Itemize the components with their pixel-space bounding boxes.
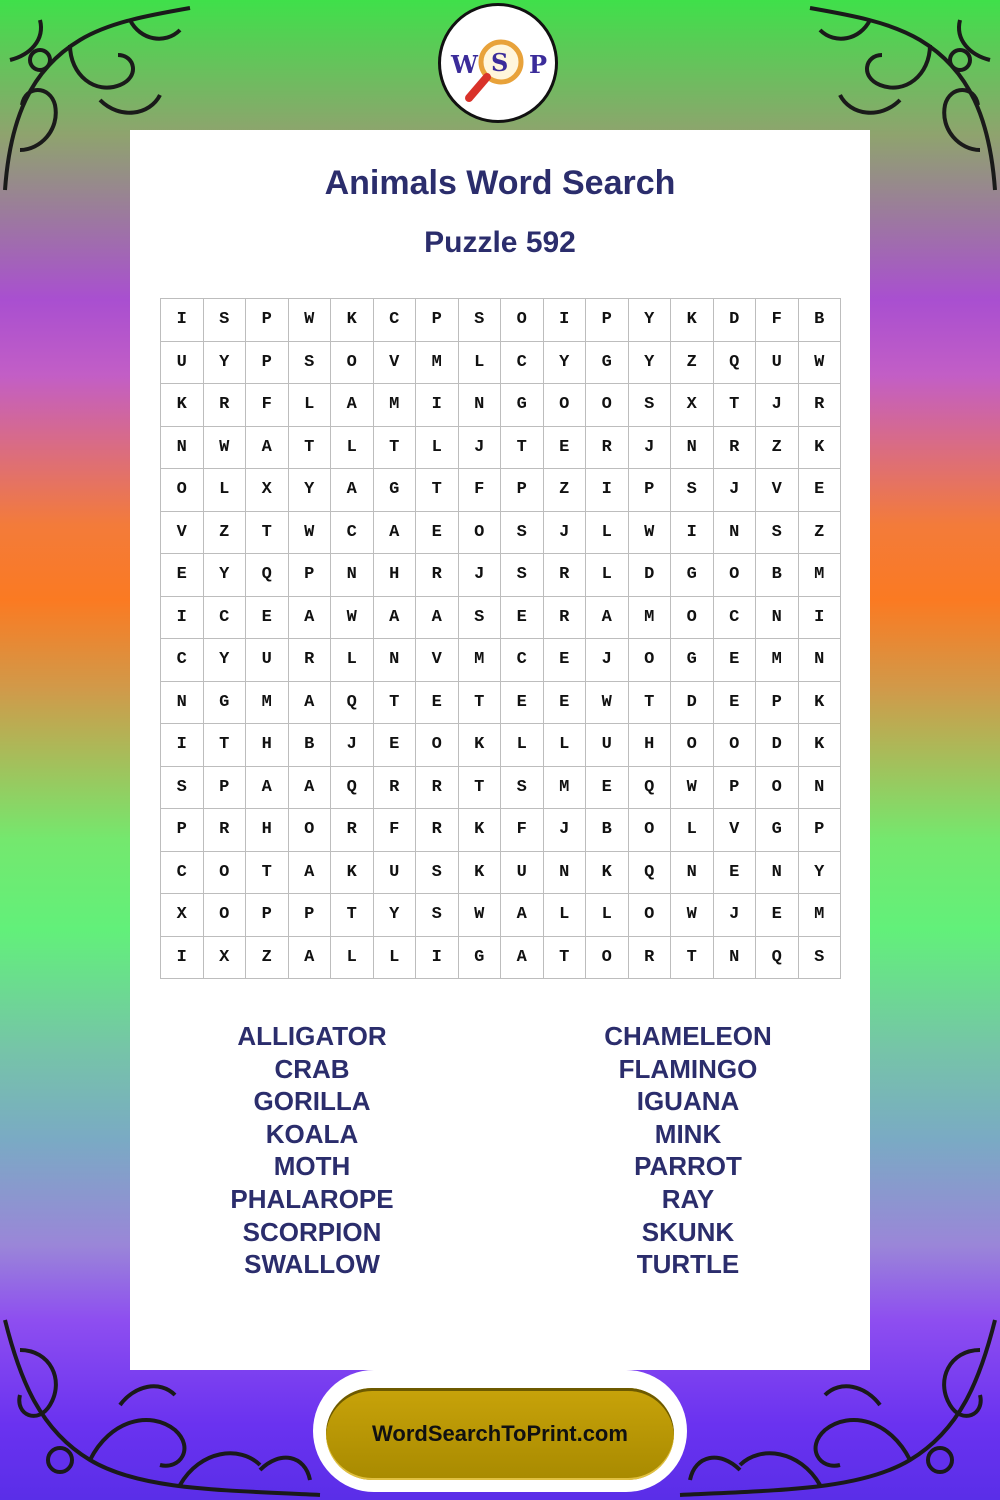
grid-cell[interactable]: I <box>161 597 204 640</box>
grid-cell[interactable]: J <box>714 894 757 937</box>
grid-cell[interactable]: K <box>586 852 629 895</box>
grid-cell[interactable]: S <box>501 554 544 597</box>
grid-cell[interactable]: E <box>799 469 842 512</box>
grid-cell[interactable]: F <box>374 809 417 852</box>
grid-cell[interactable]: O <box>331 342 374 385</box>
grid-cell[interactable]: K <box>331 852 374 895</box>
grid-cell[interactable]: P <box>161 809 204 852</box>
grid-cell[interactable]: L <box>416 427 459 470</box>
grid-cell[interactable]: E <box>544 427 587 470</box>
grid-cell[interactable]: W <box>799 342 842 385</box>
grid-cell[interactable]: J <box>459 427 502 470</box>
grid-cell[interactable]: P <box>629 469 672 512</box>
grid-cell[interactable]: U <box>246 639 289 682</box>
grid-cell[interactable]: U <box>501 852 544 895</box>
grid-cell[interactable]: S <box>416 894 459 937</box>
word-item: MINK <box>654 1118 722 1149</box>
grid-cell[interactable]: J <box>756 384 799 427</box>
grid-cell[interactable]: P <box>501 469 544 512</box>
grid-cell[interactable]: R <box>799 384 842 427</box>
grid-cell[interactable]: S <box>671 469 714 512</box>
grid-cell[interactable]: S <box>416 852 459 895</box>
grid-cell[interactable]: H <box>246 809 289 852</box>
grid-cell[interactable]: P <box>204 767 247 810</box>
grid-cell[interactable]: R <box>544 554 587 597</box>
grid-cell[interactable]: T <box>459 682 502 725</box>
page-title: Animals Word Search <box>324 164 676 202</box>
grid-cell[interactable]: C <box>161 852 204 895</box>
grid-cell[interactable]: B <box>799 299 842 342</box>
grid-cell[interactable]: Y <box>204 554 247 597</box>
grid-cell[interactable]: F <box>756 299 799 342</box>
grid-cell[interactable]: L <box>544 724 587 767</box>
grid-cell[interactable]: T <box>246 852 289 895</box>
grid-cell[interactable]: K <box>671 299 714 342</box>
grid-cell[interactable]: P <box>289 894 332 937</box>
grid-cell[interactable]: T <box>501 427 544 470</box>
grid-cell[interactable]: I <box>586 469 629 512</box>
grid-cell[interactable]: N <box>714 937 757 980</box>
grid-cell[interactable]: G <box>374 469 417 512</box>
grid-cell[interactable]: O <box>161 469 204 512</box>
grid-cell[interactable]: N <box>544 852 587 895</box>
grid-cell[interactable]: P <box>799 809 842 852</box>
grid-cell[interactable]: X <box>246 469 289 512</box>
grid-cell[interactable]: Z <box>671 342 714 385</box>
grid-cell[interactable]: U <box>374 852 417 895</box>
grid-cell[interactable]: A <box>246 767 289 810</box>
grid-cell[interactable]: D <box>671 682 714 725</box>
grid-cell[interactable]: R <box>204 384 247 427</box>
grid-cell[interactable]: L <box>586 554 629 597</box>
grid-cell[interactable]: E <box>501 597 544 640</box>
letter-grid <box>160 298 841 979</box>
grid-cell[interactable]: J <box>714 469 757 512</box>
grid-cell[interactable]: O <box>544 384 587 427</box>
grid-cell[interactable]: S <box>161 767 204 810</box>
grid-cell[interactable]: S <box>756 512 799 555</box>
grid-cell[interactable]: E <box>714 639 757 682</box>
grid-cell[interactable]: H <box>246 724 289 767</box>
grid-cell[interactable]: Y <box>374 894 417 937</box>
grid-cell[interactable]: A <box>374 597 417 640</box>
grid-cell[interactable]: Y <box>204 639 247 682</box>
grid-cell[interactable]: T <box>714 384 757 427</box>
grid-cell[interactable]: L <box>671 809 714 852</box>
grid-cell[interactable]: I <box>416 384 459 427</box>
grid-cell[interactable]: Z <box>246 937 289 980</box>
grid-cell[interactable]: T <box>374 427 417 470</box>
grid-cell[interactable]: D <box>714 299 757 342</box>
grid-cell[interactable]: P <box>246 299 289 342</box>
grid-cell[interactable]: C <box>331 512 374 555</box>
grid-cell[interactable]: K <box>799 682 842 725</box>
puzzle-panel <box>130 130 870 1370</box>
grid-cell[interactable]: V <box>714 809 757 852</box>
grid-cell[interactable]: G <box>756 809 799 852</box>
grid-cell[interactable]: G <box>671 639 714 682</box>
grid-cell[interactable]: O <box>204 852 247 895</box>
grid-cell[interactable]: L <box>501 724 544 767</box>
grid-cell[interactable]: K <box>459 852 502 895</box>
grid-cell[interactable]: F <box>246 384 289 427</box>
grid-cell[interactable]: T <box>671 937 714 980</box>
grid-cell[interactable]: I <box>161 937 204 980</box>
site-logo[interactable] <box>438 3 558 123</box>
grid-cell[interactable]: A <box>289 852 332 895</box>
grid-cell[interactable]: K <box>799 724 842 767</box>
grid-cell[interactable]: M <box>756 639 799 682</box>
grid-cell[interactable]: O <box>629 639 672 682</box>
grid-cell[interactable]: D <box>629 554 672 597</box>
grid-cell[interactable]: G <box>204 682 247 725</box>
grid-cell[interactable]: Q <box>331 682 374 725</box>
grid-cell[interactable]: O <box>714 554 757 597</box>
grid-cell[interactable]: N <box>756 597 799 640</box>
grid-cell[interactable]: O <box>629 894 672 937</box>
grid-cell[interactable]: A <box>586 597 629 640</box>
grid-cell[interactable]: O <box>629 809 672 852</box>
grid-cell[interactable]: S <box>459 597 502 640</box>
grid-cell[interactable]: V <box>161 512 204 555</box>
grid-cell[interactable]: E <box>714 852 757 895</box>
grid-cell[interactable]: N <box>799 767 842 810</box>
grid-cell[interactable]: L <box>586 894 629 937</box>
grid-cell[interactable]: E <box>544 639 587 682</box>
grid-cell[interactable]: S <box>501 767 544 810</box>
grid-cell[interactable]: G <box>671 554 714 597</box>
grid-cell[interactable]: E <box>714 682 757 725</box>
grid-cell[interactable]: N <box>161 682 204 725</box>
grid-cell[interactable]: I <box>416 937 459 980</box>
grid-cell[interactable]: E <box>161 554 204 597</box>
grid-cell[interactable]: G <box>586 342 629 385</box>
grid-cell[interactable]: W <box>289 299 332 342</box>
grid-cell[interactable]: R <box>331 809 374 852</box>
word-item: IGUANA <box>636 1086 740 1117</box>
grid-cell[interactable]: W <box>289 512 332 555</box>
grid-cell[interactable]: V <box>756 469 799 512</box>
grid-cell[interactable]: O <box>459 512 502 555</box>
grid-cell[interactable]: Q <box>331 767 374 810</box>
grid-cell[interactable]: Q <box>629 767 672 810</box>
word-item: GORILLA <box>253 1086 371 1117</box>
grid-cell[interactable]: T <box>289 427 332 470</box>
grid-cell[interactable]: L <box>544 894 587 937</box>
grid-cell[interactable]: K <box>331 299 374 342</box>
grid-cell[interactable]: J <box>331 724 374 767</box>
word-item: KOALA <box>265 1118 359 1149</box>
grid-cell[interactable]: T <box>416 469 459 512</box>
grid-cell[interactable]: N <box>671 852 714 895</box>
grid-cell[interactable]: J <box>544 512 587 555</box>
grid-cell[interactable]: S <box>289 342 332 385</box>
logo-letter-w: W <box>451 50 478 79</box>
grid-cell[interactable]: P <box>586 299 629 342</box>
word-item: PHALAROPE <box>230 1183 394 1214</box>
grid-cell[interactable]: T <box>331 894 374 937</box>
grid-cell[interactable]: O <box>756 767 799 810</box>
grid-cell[interactable]: M <box>416 342 459 385</box>
grid-cell[interactable]: O <box>501 299 544 342</box>
word-item: FLAMINGO <box>618 1053 758 1084</box>
grid-cell[interactable]: R <box>629 937 672 980</box>
grid-cell[interactable]: C <box>204 597 247 640</box>
grid-cell[interactable]: N <box>161 427 204 470</box>
grid-cell[interactable]: Y <box>544 342 587 385</box>
grid-cell[interactable]: R <box>416 809 459 852</box>
grid-cell[interactable]: A <box>246 427 289 470</box>
puzzle-number: Puzzle 592 <box>424 226 576 259</box>
grid-cell[interactable]: A <box>501 894 544 937</box>
grid-cell[interactable]: M <box>374 384 417 427</box>
grid-cell[interactable]: A <box>289 682 332 725</box>
grid-cell[interactable]: R <box>204 809 247 852</box>
grid-cell[interactable]: L <box>459 342 502 385</box>
grid-cell[interactable]: R <box>416 554 459 597</box>
word-item: CHAMELEON <box>604 1021 772 1051</box>
grid-cell[interactable]: N <box>714 512 757 555</box>
grid-cell[interactable]: Z <box>204 512 247 555</box>
word-item: TURTLE <box>636 1249 740 1280</box>
grid-cell[interactable]: O <box>204 894 247 937</box>
word-item: SWALLOW <box>244 1249 380 1280</box>
word-item: MOTH <box>273 1151 351 1182</box>
grid-cell[interactable]: G <box>501 384 544 427</box>
grid-cell[interactable]: J <box>629 427 672 470</box>
grid-cell[interactable]: P <box>714 767 757 810</box>
grid-cell[interactable]: L <box>204 469 247 512</box>
grid-cell[interactable]: R <box>586 427 629 470</box>
grid-cell[interactable]: W <box>671 894 714 937</box>
grid-cell[interactable]: I <box>671 512 714 555</box>
grid-cell[interactable]: B <box>586 809 629 852</box>
grid-cell[interactable]: C <box>374 299 417 342</box>
grid-cell[interactable]: O <box>416 724 459 767</box>
grid-cell[interactable]: Q <box>714 342 757 385</box>
grid-cell[interactable]: E <box>374 724 417 767</box>
website-button[interactable] <box>326 1388 674 1480</box>
grid-cell[interactable]: T <box>246 512 289 555</box>
grid-cell[interactable]: S <box>204 299 247 342</box>
grid-cell[interactable]: V <box>374 342 417 385</box>
grid-cell[interactable]: O <box>586 384 629 427</box>
grid-cell[interactable]: Q <box>629 852 672 895</box>
grid-cell[interactable]: W <box>204 427 247 470</box>
grid-cell[interactable]: M <box>799 554 842 597</box>
word-item: SKUNK <box>641 1216 735 1247</box>
grid-cell[interactable]: R <box>289 639 332 682</box>
word-item: PARROT <box>634 1151 742 1182</box>
grid-cell[interactable]: Y <box>289 469 332 512</box>
word-item: SCORPION <box>242 1216 382 1247</box>
grid-cell[interactable]: C <box>501 639 544 682</box>
grid-cell[interactable]: Y <box>629 299 672 342</box>
grid-cell[interactable]: N <box>331 554 374 597</box>
grid-cell[interactable]: M <box>459 639 502 682</box>
grid-cell[interactable]: W <box>459 894 502 937</box>
grid-cell[interactable]: K <box>459 724 502 767</box>
grid-cell[interactable]: N <box>756 852 799 895</box>
grid-cell[interactable]: S <box>629 384 672 427</box>
grid-cell[interactable]: O <box>671 724 714 767</box>
grid-cell[interactable]: R <box>714 427 757 470</box>
grid-cell[interactable]: A <box>501 937 544 980</box>
grid-cell[interactable]: A <box>331 469 374 512</box>
grid-cell[interactable]: D <box>756 724 799 767</box>
grid-cell[interactable]: T <box>459 767 502 810</box>
grid-cell[interactable]: A <box>289 767 332 810</box>
grid-cell[interactable]: H <box>629 724 672 767</box>
grid-cell[interactable]: E <box>586 767 629 810</box>
grid-cell[interactable]: J <box>586 639 629 682</box>
grid-cell[interactable]: M <box>246 682 289 725</box>
grid-cell[interactable]: T <box>374 682 417 725</box>
grid-cell[interactable]: Z <box>756 427 799 470</box>
grid-cell[interactable]: A <box>374 512 417 555</box>
grid-cell[interactable]: P <box>756 682 799 725</box>
grid-cell[interactable]: I <box>544 299 587 342</box>
grid-cell[interactable]: E <box>416 512 459 555</box>
grid-cell[interactable]: S <box>799 937 842 980</box>
grid-cell[interactable]: S <box>501 512 544 555</box>
grid-cell[interactable]: C <box>501 342 544 385</box>
grid-cell[interactable]: U <box>756 342 799 385</box>
grid-cell[interactable]: E <box>416 682 459 725</box>
grid-cell[interactable]: V <box>416 639 459 682</box>
grid-cell[interactable]: J <box>544 809 587 852</box>
grid-cell[interactable]: E <box>501 682 544 725</box>
grid-cell[interactable]: F <box>501 809 544 852</box>
website-label: WordSearchToPrint.com <box>372 1421 628 1446</box>
grid-cell[interactable]: N <box>374 639 417 682</box>
grid-cell[interactable]: M <box>799 894 842 937</box>
grid-cell[interactable]: U <box>161 342 204 385</box>
grid-cell[interactable]: E <box>246 597 289 640</box>
grid-cell[interactable]: Y <box>799 852 842 895</box>
grid-cell[interactable]: E <box>756 894 799 937</box>
grid-cell[interactable]: B <box>289 724 332 767</box>
word-item: CRAB <box>274 1053 350 1084</box>
grid-cell[interactable]: T <box>204 724 247 767</box>
grid-cell[interactable]: B <box>756 554 799 597</box>
grid-cell[interactable]: A <box>416 597 459 640</box>
grid-cell[interactable]: E <box>544 682 587 725</box>
grid-cell[interactable]: R <box>374 767 417 810</box>
grid-cell[interactable]: P <box>246 342 289 385</box>
grid-cell[interactable]: M <box>629 597 672 640</box>
grid-cell[interactable]: K <box>161 384 204 427</box>
grid-cell[interactable]: L <box>331 427 374 470</box>
word-list-left <box>172 1020 452 1281</box>
grid-cell[interactable]: W <box>671 767 714 810</box>
grid-cell[interactable]: Y <box>204 342 247 385</box>
word-list-right <box>548 1020 828 1281</box>
grid-cell[interactable]: W <box>331 597 374 640</box>
grid-cell[interactable]: P <box>246 894 289 937</box>
grid-cell[interactable]: W <box>586 682 629 725</box>
grid-cell[interactable]: L <box>331 937 374 980</box>
grid-cell[interactable]: N <box>799 639 842 682</box>
grid-cell[interactable]: S <box>459 299 502 342</box>
grid-cell[interactable]: G <box>459 937 502 980</box>
grid-cell[interactable]: Z <box>799 512 842 555</box>
grid-cell[interactable]: X <box>161 894 204 937</box>
grid-cell[interactable]: R <box>544 597 587 640</box>
grid-cell[interactable]: Q <box>246 554 289 597</box>
grid-cell[interactable]: T <box>544 937 587 980</box>
grid-cell[interactable]: Y <box>629 342 672 385</box>
grid-cell[interactable]: J <box>459 554 502 597</box>
grid-cell[interactable]: P <box>416 299 459 342</box>
grid-cell[interactable]: A <box>331 384 374 427</box>
grid-cell[interactable]: L <box>586 512 629 555</box>
grid-cell[interactable]: P <box>289 554 332 597</box>
grid-cell[interactable]: O <box>586 937 629 980</box>
logo-letter-p: P <box>529 50 548 79</box>
grid-cell[interactable]: I <box>161 299 204 342</box>
grid-cell[interactable]: R <box>416 767 459 810</box>
grid-cell[interactable]: O <box>714 724 757 767</box>
grid-cell[interactable]: C <box>161 639 204 682</box>
grid-cell[interactable]: A <box>289 937 332 980</box>
grid-cell[interactable]: Q <box>756 937 799 980</box>
grid-cell[interactable]: H <box>374 554 417 597</box>
logo-letter-s: S <box>491 48 509 77</box>
grid-cell[interactable]: M <box>544 767 587 810</box>
word-item: ALLIGATOR <box>237 1021 387 1051</box>
grid-cell[interactable]: K <box>799 427 842 470</box>
grid-cell[interactable]: K <box>459 809 502 852</box>
grid-cell[interactable]: L <box>289 384 332 427</box>
grid-cell[interactable]: L <box>331 639 374 682</box>
grid-cell[interactable]: F <box>459 469 502 512</box>
grid-cell[interactable]: O <box>289 809 332 852</box>
grid-cell[interactable]: I <box>161 724 204 767</box>
word-item: RAY <box>661 1183 715 1214</box>
grid-cell[interactable]: N <box>459 384 502 427</box>
grid-cell[interactable]: N <box>671 427 714 470</box>
grid-cell[interactable]: A <box>289 597 332 640</box>
grid-cell[interactable]: T <box>629 682 672 725</box>
grid-cell[interactable]: O <box>671 597 714 640</box>
grid-cell[interactable]: U <box>586 724 629 767</box>
grid-cell[interactable]: Z <box>544 469 587 512</box>
grid-cell[interactable]: W <box>629 512 672 555</box>
grid-cell[interactable]: I <box>799 597 842 640</box>
grid-cell[interactable]: X <box>204 937 247 980</box>
grid-cell[interactable]: X <box>671 384 714 427</box>
grid-cell[interactable]: L <box>374 937 417 980</box>
grid-cell[interactable]: C <box>714 597 757 640</box>
